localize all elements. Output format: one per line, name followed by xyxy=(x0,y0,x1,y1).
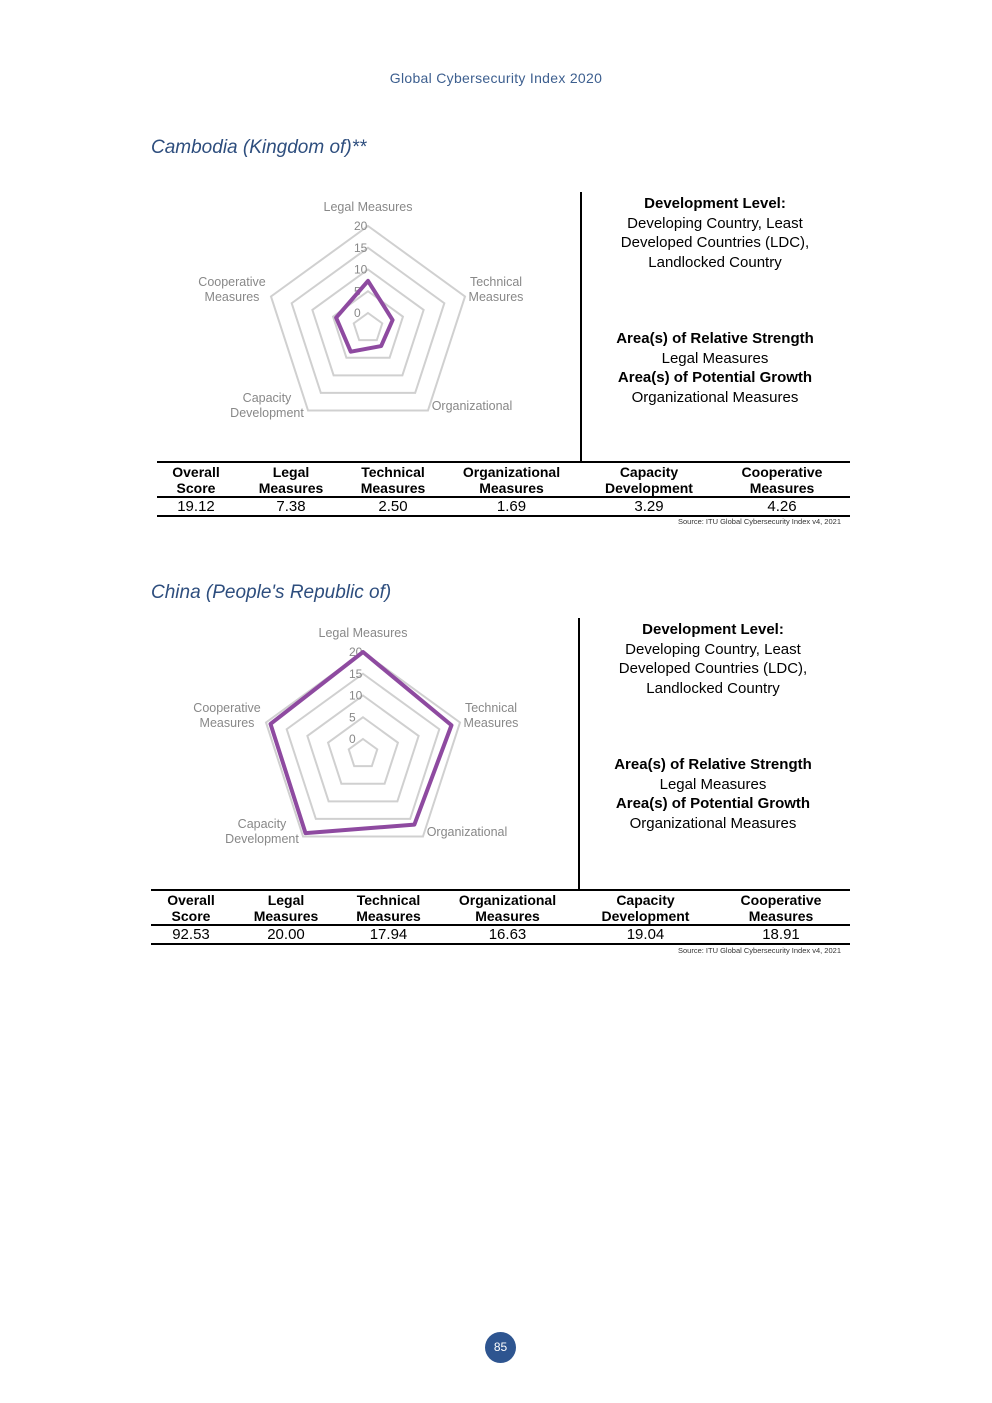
header-organizational-measures: Organizational Measures xyxy=(439,462,584,497)
radar-tick-label: 15 xyxy=(354,240,368,255)
header-organizational-measures: Organizational Measures xyxy=(436,890,579,925)
header-capacity-development: Capacity Development xyxy=(579,890,712,925)
source-note: Source: ITU Global Cybersecurity Index v4, 2021 xyxy=(678,517,841,526)
dev-level-line: Developed Countries (LDC), xyxy=(620,234,810,251)
source-note: Source: ITU Global Cybersecurity Index v4, 2021 xyxy=(678,946,841,955)
strength-value: Legal Measures xyxy=(661,349,769,367)
header-legal-measures: Legal Measures xyxy=(231,890,341,925)
header-technical-measures: Technical Measures xyxy=(347,462,439,497)
radar-tick-label: 20 xyxy=(349,645,363,659)
legal-score-cell: 20.00 xyxy=(231,925,341,944)
radar-chart xyxy=(180,200,560,440)
radar-tick-label: 0 xyxy=(354,306,361,320)
dev-level-line: Developing Country, Least xyxy=(625,640,801,658)
radar-axis-label: Legal Measures xyxy=(318,626,408,640)
country-title: China (People's Republic of) xyxy=(151,582,392,603)
growth-value: Organizational Measures xyxy=(631,388,799,406)
radar-tick-label: 5 xyxy=(354,284,361,299)
capacity-score-cell: 19.04 xyxy=(579,925,712,944)
radar-grid-ring xyxy=(328,717,398,783)
score-table-header-row xyxy=(157,462,850,497)
score-table-row xyxy=(157,497,850,516)
radar-tick-label: 20 xyxy=(354,219,368,233)
country-title: Cambodia (Kingdom of)** xyxy=(151,137,367,158)
radar-tick-label: 10 xyxy=(354,262,368,277)
capacity-score-cell: 3.29 xyxy=(584,497,714,516)
radar-tick-label: 15 xyxy=(349,666,363,681)
dev-level-label: Development Level: xyxy=(644,195,786,212)
header-overall-score: Overall Score xyxy=(151,890,231,925)
score-table xyxy=(157,461,850,517)
radar-tick-label: 5 xyxy=(349,710,356,725)
info-panel xyxy=(578,620,848,833)
dev-level-line: Landlocked Country xyxy=(646,679,780,697)
cooperative-score-cell: 18.91 xyxy=(712,925,850,944)
radar-tick-label: 10 xyxy=(349,688,363,703)
dev-level-line: Developing Country, Least xyxy=(627,214,803,232)
info-panel xyxy=(580,194,850,407)
radar-grid-ring xyxy=(312,270,423,376)
overall-score-cell: 19.12 xyxy=(157,497,235,516)
radar-axis-label: Cooperative Measures xyxy=(193,701,261,730)
radar-axis-label: Capacity Development xyxy=(230,391,304,420)
legal-score-cell: 7.38 xyxy=(235,497,347,516)
header-technical-measures: Technical Measures xyxy=(341,890,436,925)
radar-tick-label: 0 xyxy=(349,732,356,746)
dev-level-label: Development Level: xyxy=(642,621,784,638)
strength-label: Area(s) of Relative Strength xyxy=(614,756,812,773)
header-overall-score: Overall Score xyxy=(157,462,235,497)
growth-value: Organizational Measures xyxy=(629,814,797,832)
header-cooperative-measures: Cooperative Measures xyxy=(712,890,850,925)
score-table xyxy=(151,889,850,945)
organizational-score-cell: 16.63 xyxy=(436,925,579,944)
score-table-row xyxy=(151,925,850,944)
radar-axis-label: Organizational xyxy=(426,825,508,839)
strength-label: Area(s) of Relative Strength xyxy=(616,330,814,347)
radar-axis-label: Cooperative Measures xyxy=(198,275,266,304)
running-header: Global Cybersecurity Index 2020 xyxy=(389,70,603,86)
technical-score-cell: 2.50 xyxy=(347,497,439,516)
header-capacity-development: Capacity Development xyxy=(584,462,714,497)
score-table-header-row xyxy=(151,890,850,925)
strength-value: Legal Measures xyxy=(659,775,767,793)
radar-grid-ring xyxy=(307,696,418,802)
page-number-badge: 85 xyxy=(485,1332,516,1363)
radar-chart xyxy=(175,626,555,866)
overall-score-cell: 92.53 xyxy=(151,925,231,944)
radar-axis-label: Legal Measures xyxy=(323,200,413,214)
radar-axis-label: Technical Measures xyxy=(463,701,519,730)
growth-label: Area(s) of Potential Growth xyxy=(615,795,811,812)
organizational-score-cell: 1.69 xyxy=(439,497,584,516)
cooperative-score-cell: 4.26 xyxy=(714,497,850,516)
radar-grid-ring xyxy=(266,652,460,837)
dev-level-line: Landlocked Country xyxy=(648,253,782,271)
dev-level-line: Developed Countries (LDC), xyxy=(618,660,808,677)
radar-axis-label: Organizational xyxy=(431,399,513,413)
technical-score-cell: 17.94 xyxy=(341,925,436,944)
radar-axis-label: Capacity Development xyxy=(225,817,299,846)
growth-label: Area(s) of Potential Growth xyxy=(617,369,813,386)
header-cooperative-measures: Cooperative Measures xyxy=(714,462,850,497)
radar-grid-ring xyxy=(271,226,465,411)
radar-axis-label: Technical Measures xyxy=(468,275,524,304)
header-legal-measures: Legal Measures xyxy=(235,462,347,497)
